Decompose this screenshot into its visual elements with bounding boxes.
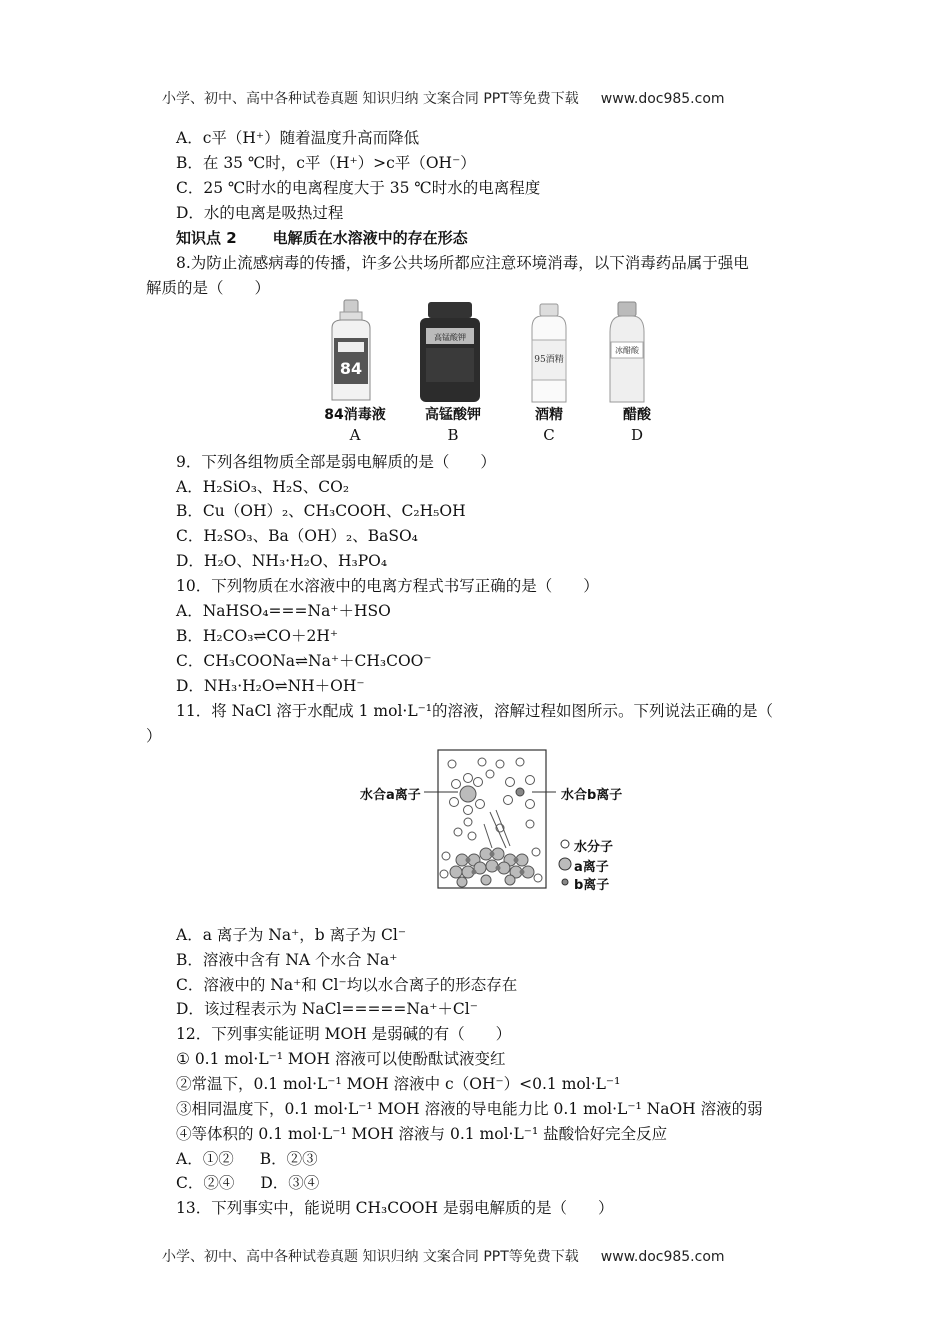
- bottle-b-label: 高锰酸钾: [434, 333, 466, 342]
- q12-statement-4: ④等体积的 0.1 mol·L⁻¹ MOH 溶液与 0.1 mol·L⁻¹ 盐酸恰好完全反应: [176, 1125, 668, 1143]
- q12-options-row2: [176, 1173, 319, 1193]
- q8-caption-c: 酒精: [535, 407, 563, 423]
- legend-a-ion-icon: [559, 858, 571, 870]
- q9-option-d: D．H₂O、NH₃·H₂O、H₃PO₄: [176, 552, 388, 570]
- q9-option-b: B．Cu（OH）₂、CH₃COOH、C₂H₅OH: [176, 502, 466, 520]
- bottle-84-disinfectant-icon: [332, 300, 370, 400]
- bottle-d-label: 冰醋酸: [615, 346, 639, 355]
- section-label: 知识点 2: [176, 229, 237, 247]
- footer-url[interactable]: www.doc985.com: [600, 1249, 725, 1265]
- q7-option-a: A．c平（H⁺）随着温度升高而降低: [176, 129, 420, 147]
- q12-statement-3: ③相同温度下，0.1 mol·L⁻¹ MOH 溶液的导电能力比 0.1 mol·L⁻¹ NaOH 溶液的弱: [176, 1100, 763, 1118]
- q12-statement-1: ① 0.1 mol·L⁻¹ MOH 溶液可以使酚酞试液变红: [176, 1050, 506, 1068]
- q10-option-c: C．CH₃COONa⇌Na⁺＋CH₃COO⁻: [176, 652, 432, 670]
- q12-options-row1: [176, 1149, 318, 1169]
- bottle-alcohol-icon: [532, 304, 566, 402]
- legend-a-ion: a离子: [574, 860, 609, 875]
- q8-bottles-figure: [320, 298, 650, 406]
- header-text: 小学、初中、高中各种试卷真题 知识归纳 文案合同 PPT等免费下载: [162, 91, 579, 107]
- q8-letter-a: A: [349, 426, 361, 444]
- fig-label-hydrated-b: 水合b离子: [561, 788, 623, 803]
- q11-option-b: B．溶液中含有 NA 个水合 Na⁺: [176, 951, 398, 969]
- page-header: [162, 88, 725, 108]
- q13-stem: 13．下列事实中，能说明 CH₃COOH 是弱电解质的是（ ）: [176, 1199, 614, 1217]
- fig-label-hydrated-a: 水合a离子: [360, 788, 421, 803]
- legend-water-icon: [561, 840, 569, 848]
- svg-text:84: 84: [339, 359, 363, 378]
- bottle-acetic-acid-icon: [610, 302, 644, 402]
- q11-option-d: D．该过程表示为 NaCl=====Na⁺＋Cl⁻: [176, 1000, 478, 1018]
- q8-caption-b: 高锰酸钾: [425, 407, 481, 423]
- q8-stem-line2: 解质的是（ ）: [146, 279, 271, 297]
- q8-letter-c: C: [543, 426, 555, 444]
- legend-water: 水分子: [574, 840, 614, 855]
- q11-stem-line1: 11．将 NaCl 溶于水配成 1 mol·L⁻¹的溶液，溶解过程如图所示。下列说法正确的是（: [176, 702, 774, 720]
- q10-option-b: B．H₂CO₃⇌CO＋2H⁺: [176, 627, 339, 645]
- header-url[interactable]: www.doc985.com: [600, 91, 725, 107]
- q12-option-b: B．②③: [259, 1150, 318, 1168]
- q11-option-c: C．溶液中的 Na⁺和 Cl⁻均以水合离子的形态存在: [176, 976, 518, 994]
- q8-letter-d: D: [630, 426, 644, 444]
- q8-caption-a: 84消毒液: [324, 407, 386, 423]
- q7-option-d: D．水的电离是吸热过程: [176, 204, 344, 222]
- bottle-kmno4-icon: [420, 302, 480, 402]
- q10-option-a: A．NaHSO₄===Na⁺＋HSO: [176, 602, 391, 620]
- section-heading: [176, 228, 468, 248]
- q9-option-c: C．H₂SO₃、Ba（OH）₂、BaSO₄: [176, 527, 418, 545]
- q9-option-a: A．H₂SiO₃、H₂S、CO₂: [176, 478, 350, 496]
- q12-stem: 12．下列事实能证明 MOH 是弱碱的有（ ）: [176, 1025, 512, 1043]
- q9-stem: 9．下列各组物质全部是弱电解质的是（ ）: [176, 453, 496, 471]
- q11-option-a: A．a 离子为 Na⁺，b 离子为 Cl⁻: [176, 926, 407, 944]
- legend-b-ion-icon: [562, 879, 568, 885]
- q8-letter-b: B: [447, 426, 459, 444]
- q8-caption-d: 醋酸: [623, 407, 651, 423]
- legend-b-ion: b离子: [574, 878, 610, 893]
- q10-stem: 10．下列物质在水溶液中的电离方程式书写正确的是（ ）: [176, 577, 599, 595]
- page-footer: [162, 1246, 725, 1266]
- q12-statement-2: ②常温下，0.1 mol·L⁻¹ MOH 溶液中 c（OH⁻）<0.1 mol·L⁻¹: [176, 1075, 621, 1093]
- footer-text: 小学、初中、高中各种试卷真题 知识归纳 文案合同 PPT等免费下载: [162, 1249, 579, 1265]
- q12-option-d: D．③④: [260, 1174, 320, 1192]
- q10-option-d: D．NH₃·H₂O⇌NH＋OH⁻: [176, 677, 365, 695]
- section-title: 电解质在水溶液中的存在形态: [272, 229, 468, 247]
- q12-option-a: A．①②: [176, 1150, 234, 1168]
- q7-option-c: C．25 ℃时水的电离程度大于 35 ℃时水的电离程度: [176, 179, 541, 197]
- q7-option-b: B．在 35 ℃时，c平（H⁺）>c平（OH⁻）: [176, 154, 476, 172]
- q8-stem-line1: 8.为防止流感病毒的传播，许多公共场所都应注意环境消毒，以下消毒药品属于强电: [176, 254, 749, 272]
- q11-stem-line2: ）: [146, 727, 162, 745]
- bottle-c-label: 95酒精: [534, 355, 564, 365]
- q12-option-c: C．②④: [176, 1174, 235, 1192]
